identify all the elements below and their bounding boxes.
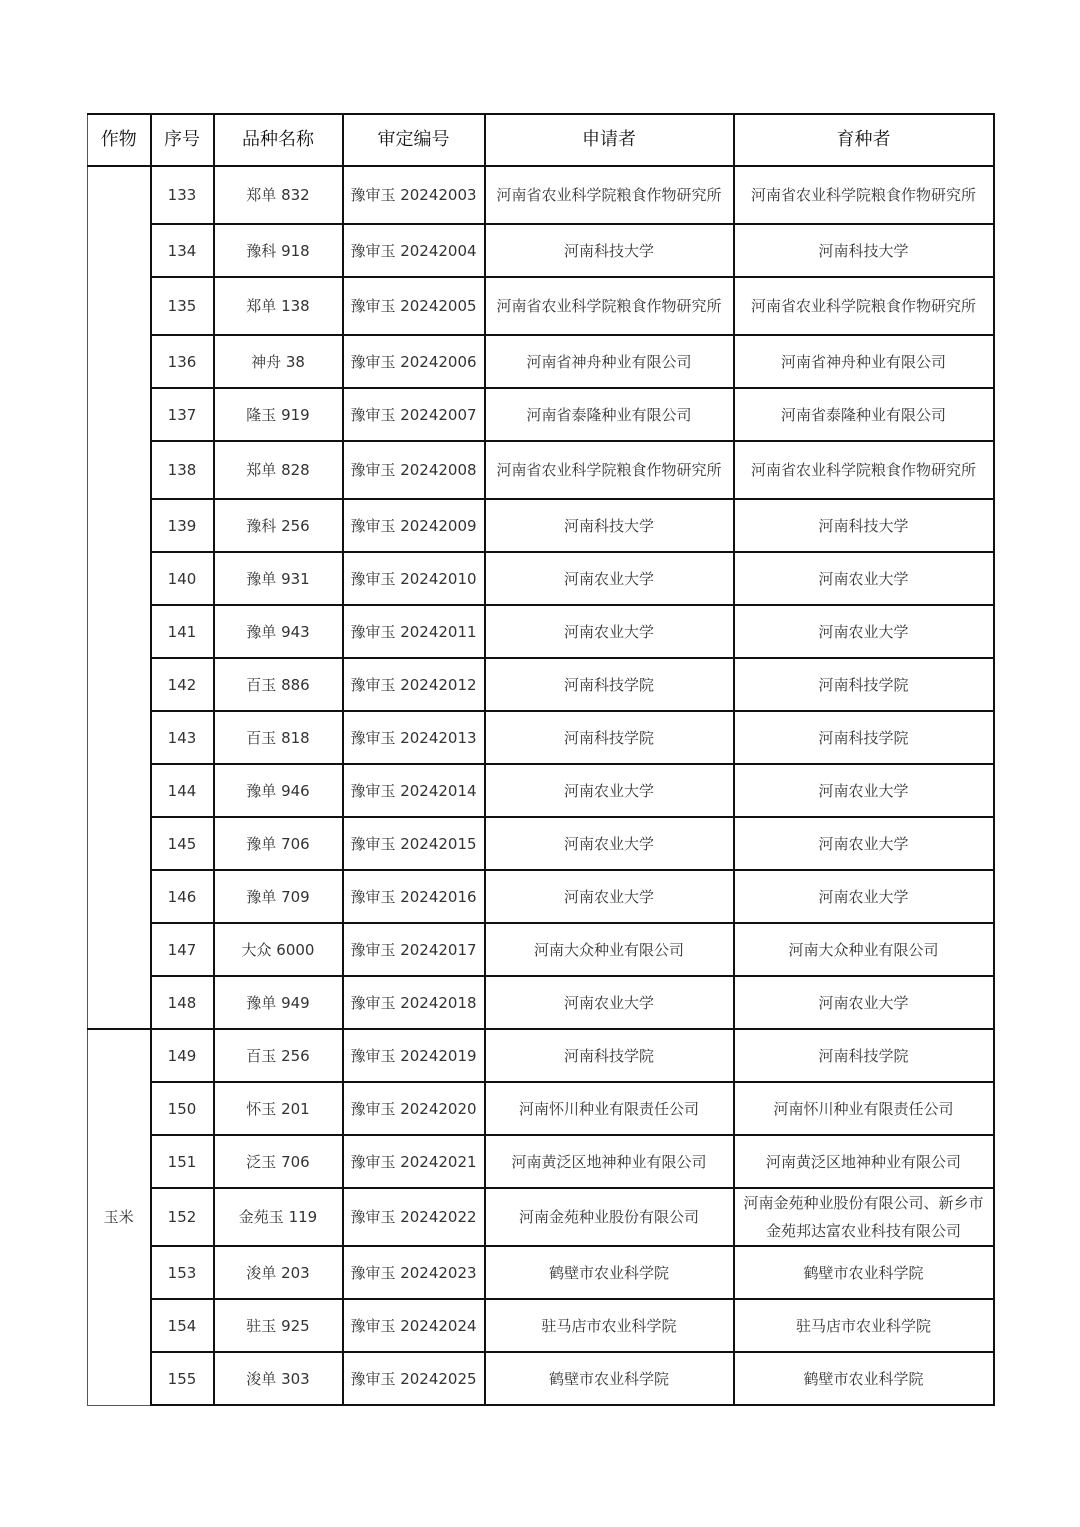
approval-number-cell: 豫审玉 20242009 xyxy=(343,499,485,552)
table-row xyxy=(88,1299,994,1352)
variety-approval-table xyxy=(87,113,995,1406)
serial-cell: 143 xyxy=(151,711,214,764)
variety-name-cell: 大众 6000 xyxy=(214,923,343,976)
variety-name-cell: 郑单 138 xyxy=(214,277,343,335)
serial-cell: 140 xyxy=(151,552,214,605)
applicant-cell: 河南农业大学 xyxy=(485,976,734,1029)
table-row xyxy=(88,224,994,277)
variety-name-cell: 郑单 832 xyxy=(214,166,343,224)
applicant-cell: 河南省泰隆种业有限公司 xyxy=(485,388,734,441)
breeder-cell: 河南省农业科学院粮食作物研究所 xyxy=(734,277,994,335)
breeder-cell: 河南科技学院 xyxy=(734,658,994,711)
table-row xyxy=(88,1246,994,1299)
variety-name-cell: 豫单 946 xyxy=(214,764,343,817)
table-row xyxy=(88,277,994,335)
breeder-cell: 河南省农业科学院粮食作物研究所 xyxy=(734,166,994,224)
table-row xyxy=(88,1352,994,1405)
table-row xyxy=(88,441,994,499)
breeder-cell: 河南省泰隆种业有限公司 xyxy=(734,388,994,441)
applicant-cell: 河南科技大学 xyxy=(485,224,734,277)
approval-number-cell: 豫审玉 20242013 xyxy=(343,711,485,764)
variety-name-cell: 豫单 949 xyxy=(214,976,343,1029)
breeder-cell: 河南农业大学 xyxy=(734,817,994,870)
approval-number-cell: 豫审玉 20242019 xyxy=(343,1029,485,1082)
approval-number-cell: 豫审玉 20242003 xyxy=(343,166,485,224)
serial-cell: 150 xyxy=(151,1082,214,1135)
serial-cell: 137 xyxy=(151,388,214,441)
serial-cell: 154 xyxy=(151,1299,214,1352)
applicant-cell: 河南科技学院 xyxy=(485,1029,734,1082)
table-row xyxy=(88,605,994,658)
applicant-cell: 河南省农业科学院粮食作物研究所 xyxy=(485,441,734,499)
breeder-cell: 河南金苑种业股份有限公司、新乡市金苑邦达富农业科技有限公司 xyxy=(734,1188,994,1246)
table-row xyxy=(88,711,994,764)
applicant-cell: 河南省农业科学院粮食作物研究所 xyxy=(485,166,734,224)
applicant-cell: 河南省农业科学院粮食作物研究所 xyxy=(485,277,734,335)
serial-cell: 136 xyxy=(151,335,214,388)
variety-name-cell: 隆玉 919 xyxy=(214,388,343,441)
breeder-cell: 河南科技学院 xyxy=(734,711,994,764)
approval-number-cell: 豫审玉 20242005 xyxy=(343,277,485,335)
applicant-cell: 河南黄泛区地神种业有限公司 xyxy=(485,1135,734,1188)
table-row xyxy=(88,923,994,976)
variety-name-cell: 神舟 38 xyxy=(214,335,343,388)
header-variety-name: 品种名称 xyxy=(214,114,343,166)
approval-number-cell: 豫审玉 20242006 xyxy=(343,335,485,388)
table-row xyxy=(88,1135,994,1188)
approval-number-cell: 豫审玉 20242021 xyxy=(343,1135,485,1188)
applicant-cell: 鹤壁市农业科学院 xyxy=(485,1352,734,1405)
approval-number-cell: 豫审玉 20242015 xyxy=(343,817,485,870)
table-row xyxy=(88,388,994,441)
applicant-cell: 河南农业大学 xyxy=(485,552,734,605)
variety-name-cell: 百玉 256 xyxy=(214,1029,343,1082)
variety-name-cell: 豫单 943 xyxy=(214,605,343,658)
breeder-cell: 驻马店市农业科学院 xyxy=(734,1299,994,1352)
breeder-cell: 河南怀川种业有限责任公司 xyxy=(734,1082,994,1135)
table-row xyxy=(88,166,994,224)
header-row xyxy=(88,114,994,166)
variety-name-cell: 豫单 706 xyxy=(214,817,343,870)
table-row xyxy=(88,552,994,605)
breeder-cell: 河南农业大学 xyxy=(734,764,994,817)
variety-name-cell: 金苑玉 119 xyxy=(214,1188,343,1246)
approval-number-cell: 豫审玉 20242008 xyxy=(343,441,485,499)
variety-name-cell: 豫科 918 xyxy=(214,224,343,277)
approval-number-cell: 豫审玉 20242020 xyxy=(343,1082,485,1135)
header-serial: 序号 xyxy=(151,114,214,166)
serial-cell: 151 xyxy=(151,1135,214,1188)
table-row xyxy=(88,764,994,817)
applicant-cell: 河南怀川种业有限责任公司 xyxy=(485,1082,734,1135)
breeder-cell: 河南农业大学 xyxy=(734,870,994,923)
variety-name-cell: 怀玉 201 xyxy=(214,1082,343,1135)
applicant-cell: 河南科技大学 xyxy=(485,499,734,552)
approval-number-cell: 豫审玉 20242010 xyxy=(343,552,485,605)
variety-name-cell: 豫科 256 xyxy=(214,499,343,552)
breeder-cell: 河南省神舟种业有限公司 xyxy=(734,335,994,388)
applicant-cell: 河南农业大学 xyxy=(485,817,734,870)
serial-cell: 146 xyxy=(151,870,214,923)
serial-cell: 144 xyxy=(151,764,214,817)
breeder-cell: 鹤壁市农业科学院 xyxy=(734,1352,994,1405)
applicant-cell: 河南金苑种业股份有限公司 xyxy=(485,1188,734,1246)
serial-cell: 148 xyxy=(151,976,214,1029)
variety-name-cell: 浚单 303 xyxy=(214,1352,343,1405)
variety-name-cell: 泛玉 706 xyxy=(214,1135,343,1188)
serial-cell: 138 xyxy=(151,441,214,499)
variety-name-cell: 百玉 818 xyxy=(214,711,343,764)
table-row xyxy=(88,1188,994,1246)
approval-number-cell: 豫审玉 20242018 xyxy=(343,976,485,1029)
table-row xyxy=(88,658,994,711)
applicant-cell: 河南大众种业有限公司 xyxy=(485,923,734,976)
table-row xyxy=(88,499,994,552)
approval-number-cell: 豫审玉 20242016 xyxy=(343,870,485,923)
serial-cell: 135 xyxy=(151,277,214,335)
approval-number-cell: 豫审玉 20242012 xyxy=(343,658,485,711)
applicant-cell: 河南科技学院 xyxy=(485,711,734,764)
serial-cell: 139 xyxy=(151,499,214,552)
breeder-cell: 河南科技大学 xyxy=(734,224,994,277)
header-crop: 作物 xyxy=(88,114,151,166)
crop-cell: 玉米 xyxy=(88,1029,151,1405)
breeder-cell: 河南大众种业有限公司 xyxy=(734,923,994,976)
serial-cell: 134 xyxy=(151,224,214,277)
serial-cell: 141 xyxy=(151,605,214,658)
applicant-cell: 河南科技学院 xyxy=(485,658,734,711)
variety-name-cell: 浚单 203 xyxy=(214,1246,343,1299)
variety-name-cell: 百玉 886 xyxy=(214,658,343,711)
variety-name-cell: 豫单 709 xyxy=(214,870,343,923)
header-applicant: 申请者 xyxy=(485,114,734,166)
breeder-cell: 河南省农业科学院粮食作物研究所 xyxy=(734,441,994,499)
approval-number-cell: 豫审玉 20242022 xyxy=(343,1188,485,1246)
approval-number-cell: 豫审玉 20242024 xyxy=(343,1299,485,1352)
table-row xyxy=(88,976,994,1029)
approval-number-cell: 豫审玉 20242007 xyxy=(343,388,485,441)
serial-cell: 153 xyxy=(151,1246,214,1299)
breeder-cell: 河南黄泛区地神种业有限公司 xyxy=(734,1135,994,1188)
breeder-cell: 河南科技学院 xyxy=(734,1029,994,1082)
approval-number-cell: 豫审玉 20242011 xyxy=(343,605,485,658)
header-approval-number: 审定编号 xyxy=(343,114,485,166)
variety-name-cell: 郑单 828 xyxy=(214,441,343,499)
table-row xyxy=(88,870,994,923)
approval-number-cell: 豫审玉 20242025 xyxy=(343,1352,485,1405)
serial-cell: 133 xyxy=(151,166,214,224)
breeder-cell: 鹤壁市农业科学院 xyxy=(734,1246,994,1299)
breeder-cell: 河南农业大学 xyxy=(734,976,994,1029)
applicant-cell: 河南省神舟种业有限公司 xyxy=(485,335,734,388)
serial-cell: 147 xyxy=(151,923,214,976)
approval-number-cell: 豫审玉 20242023 xyxy=(343,1246,485,1299)
serial-cell: 149 xyxy=(151,1029,214,1082)
table-row xyxy=(88,817,994,870)
variety-name-cell: 驻玉 925 xyxy=(214,1299,343,1352)
applicant-cell: 河南农业大学 xyxy=(485,764,734,817)
breeder-cell: 河南农业大学 xyxy=(734,552,994,605)
serial-cell: 152 xyxy=(151,1188,214,1246)
applicant-cell: 河南农业大学 xyxy=(485,870,734,923)
applicant-cell: 驻马店市农业科学院 xyxy=(485,1299,734,1352)
serial-cell: 145 xyxy=(151,817,214,870)
applicant-cell: 河南农业大学 xyxy=(485,605,734,658)
serial-cell: 155 xyxy=(151,1352,214,1405)
breeder-cell: 河南农业大学 xyxy=(734,605,994,658)
approval-number-cell: 豫审玉 20242014 xyxy=(343,764,485,817)
variety-name-cell: 豫单 931 xyxy=(214,552,343,605)
approval-number-cell: 豫审玉 20242004 xyxy=(343,224,485,277)
breeder-cell: 河南科技大学 xyxy=(734,499,994,552)
crop-cell xyxy=(88,166,151,1029)
table-row xyxy=(88,335,994,388)
applicant-cell: 鹤壁市农业科学院 xyxy=(485,1246,734,1299)
header-breeder: 育种者 xyxy=(734,114,994,166)
table-row xyxy=(88,1029,994,1082)
serial-cell: 142 xyxy=(151,658,214,711)
table-row xyxy=(88,1082,994,1135)
approval-number-cell: 豫审玉 20242017 xyxy=(343,923,485,976)
